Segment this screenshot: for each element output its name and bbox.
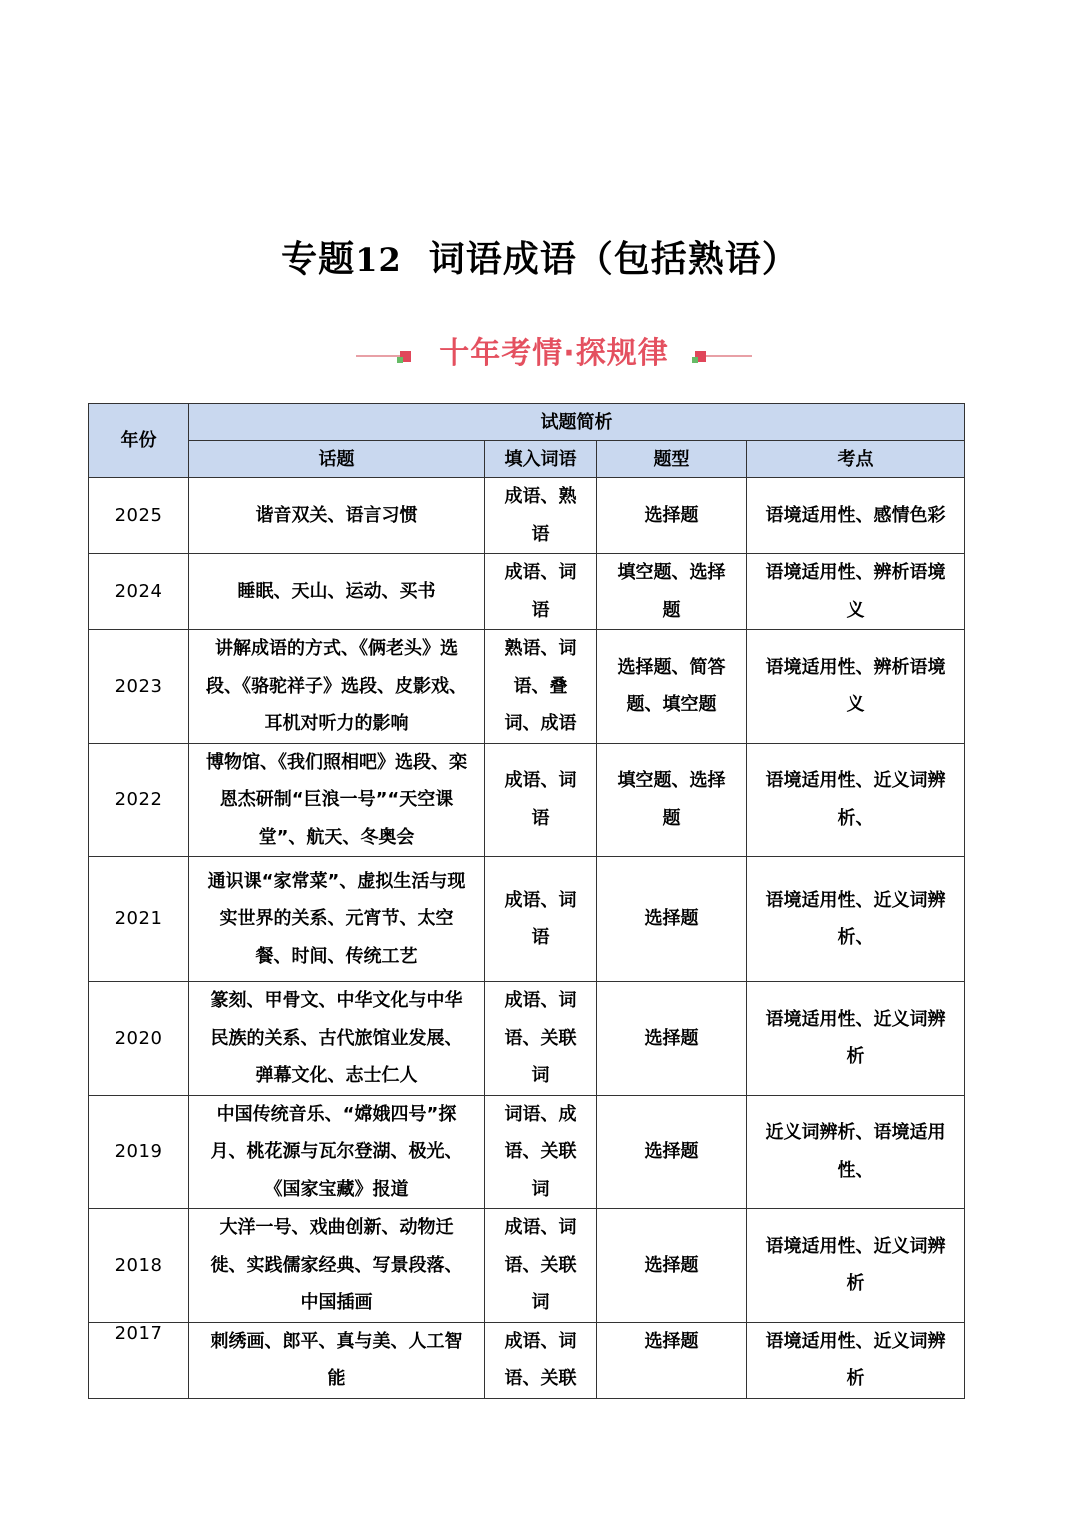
cell-year: 2024	[89, 554, 189, 630]
table-row	[89, 1095, 965, 1209]
cell-year: 2020	[89, 982, 189, 1096]
table-row	[89, 554, 965, 630]
cell-fill-words: 熟语、词语、叠词、成语	[485, 630, 597, 744]
cell-topic: 通识课“家常菜”、虚拟生活与现实世界的关系、元宵节、太空餐、时间、传统工艺	[189, 857, 485, 982]
cell-key-points: 语境适用性、近义词辨析	[747, 1209, 965, 1323]
cell-key-points: 语境适用性、辨析语境义	[747, 554, 965, 630]
header-group: 试题简析	[189, 404, 965, 441]
table-row	[89, 478, 965, 554]
cell-question-type: 选择题	[597, 1322, 747, 1398]
page-title	[0, 230, 1080, 290]
cell-key-points: 语境适用性、近义词辨析	[747, 1322, 965, 1398]
cell-key-points: 语境适用性、近义词辨析	[747, 982, 965, 1096]
cell-key-points: 语境适用性、近义词辨析、	[747, 857, 965, 982]
cell-topic: 谐音双关、语言习惯	[189, 478, 485, 554]
cell-topic: 讲解成语的方式、《俩老头》选段、《骆驼祥子》选段、皮影戏、耳机对听力的影响	[189, 630, 485, 744]
cell-key-points: 近义词辨析、语境适用性、	[747, 1095, 965, 1209]
cell-topic: 中国传统音乐、“嫦娥四号”探月、桃花源与瓦尔登湖、极光、《国家宝藏》报道	[189, 1095, 485, 1209]
cell-year: 2023	[89, 630, 189, 744]
cell-year: 2018	[89, 1209, 189, 1323]
cell-key-points: 语境适用性、近义词辨析、	[747, 743, 965, 857]
cell-question-type: 选择题、简答题、填空题	[597, 630, 747, 744]
cell-topic: 睡眠、天山、运动、买书	[189, 554, 485, 630]
cell-topic: 刺绣画、郎平、真与美、人工智能	[189, 1322, 485, 1398]
cell-question-type: 选择题	[597, 1095, 747, 1209]
cell-year: 2021	[89, 857, 189, 982]
table-row	[89, 630, 965, 744]
cell-question-type: 选择题	[597, 982, 747, 1096]
title-main: 词语成语（包括熟语）	[428, 239, 799, 280]
banner-square-right	[695, 351, 706, 362]
cell-fill-words: 成语、词语、关联	[485, 1322, 597, 1398]
cell-question-type: 选择题	[597, 857, 747, 982]
table-row	[89, 982, 965, 1096]
table-row	[89, 1209, 965, 1323]
table-row	[89, 857, 965, 982]
cell-question-type: 填空题、选择题	[597, 554, 747, 630]
section-banner	[354, 322, 754, 374]
table-row	[89, 743, 965, 857]
title-prefix: 专题	[281, 239, 356, 280]
table-subheader-row	[89, 441, 965, 478]
banner-line-right	[706, 355, 752, 357]
banner-square-left	[400, 351, 411, 362]
banner-line-left	[356, 355, 400, 357]
cell-key-points: 语境适用性、辨析语境义	[747, 630, 965, 744]
cell-topic: 博物馆、《我们照相吧》选段、栾恩杰研制“巨浪一号”“天空课堂”、航天、冬奥会	[189, 743, 485, 857]
cell-fill-words: 成语、熟语	[485, 478, 597, 554]
cell-question-type: 选择题	[597, 478, 747, 554]
header-fill-words: 填入词语	[485, 441, 597, 478]
cell-question-type: 填空题、选择题	[597, 743, 747, 857]
header-question-type: 题型	[597, 441, 747, 478]
cell-topic: 篆刻、甲骨文、中华文化与中华民族的关系、古代旅馆业发展、弹幕文化、志士仁人	[189, 982, 485, 1096]
header-topic: 话题	[189, 441, 485, 478]
cell-fill-words: 成语、词语	[485, 743, 597, 857]
header-year: 年份	[89, 404, 189, 478]
header-key-points: 考点	[747, 441, 965, 478]
cell-topic: 大洋一号、戏曲创新、动物迁徙、实践儒家经典、写景段落、中国插画	[189, 1209, 485, 1323]
cell-fill-words: 成语、词语、关联词	[485, 982, 597, 1096]
cell-year: 2025	[89, 478, 189, 554]
cell-fill-words: 成语、词语	[485, 857, 597, 982]
section-subtitle: 十年考情·探规律	[439, 336, 669, 371]
cell-question-type: 选择题	[597, 1209, 747, 1323]
table-row	[89, 1322, 965, 1398]
cell-key-points: 语境适用性、感情色彩	[747, 478, 965, 554]
cell-year: 2017	[89, 1322, 189, 1398]
cell-year: 2019	[89, 1095, 189, 1209]
cell-year: 2022	[89, 743, 189, 857]
title-number: 12	[355, 241, 402, 279]
cell-fill-words: 成语、词语	[485, 554, 597, 630]
cell-fill-words: 词语、成语、关联词	[485, 1095, 597, 1209]
table-header-row	[89, 404, 965, 441]
exam-analysis-table	[88, 403, 965, 1399]
cell-fill-words: 成语、词语、关联词	[485, 1209, 597, 1323]
